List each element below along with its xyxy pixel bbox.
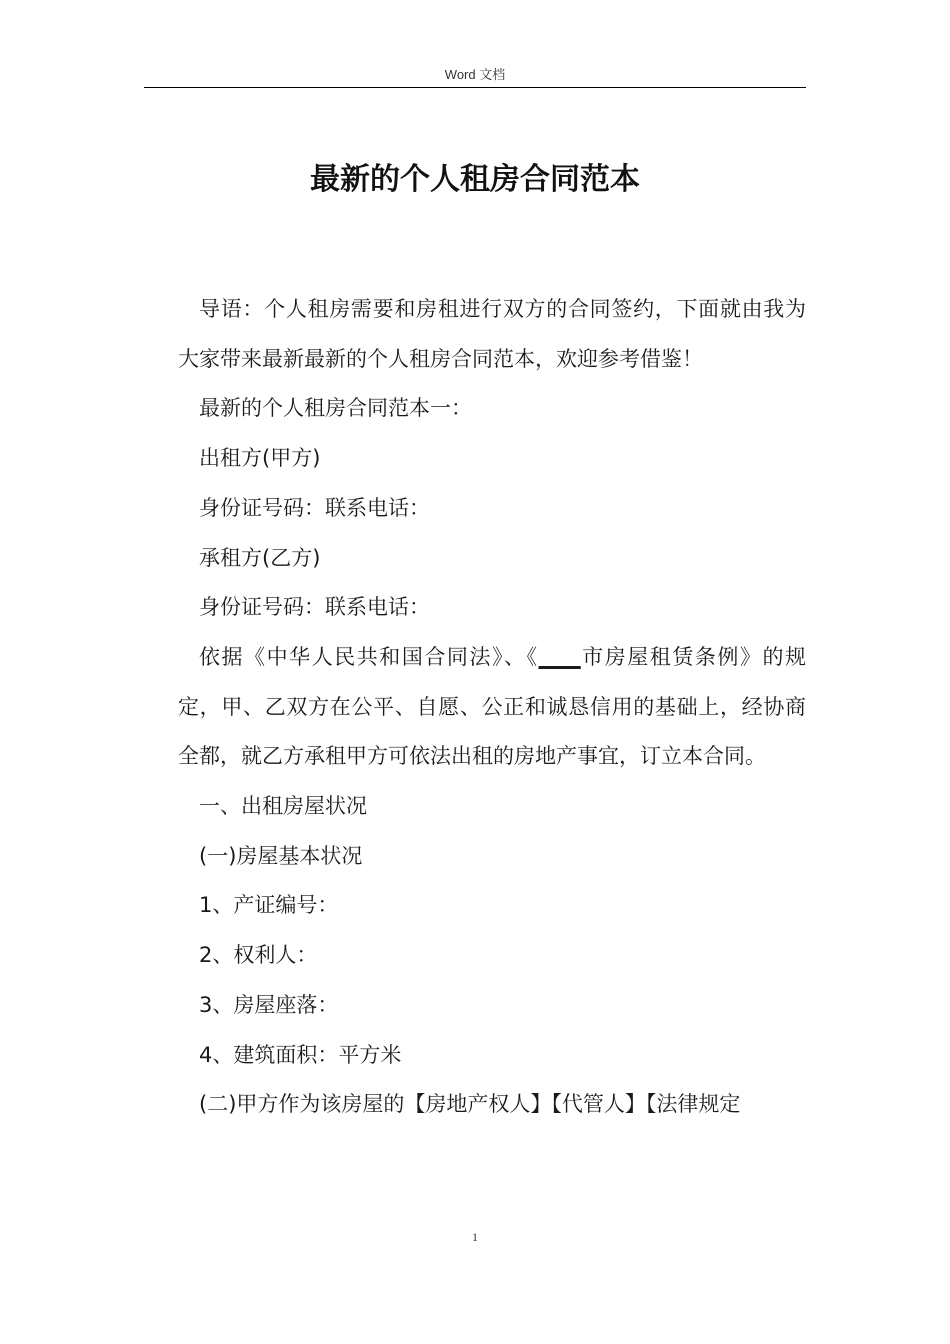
list-item: 1、产证编号： bbox=[199, 893, 339, 918]
list-item: 4、建筑面积：平方米 bbox=[199, 1042, 402, 1067]
subsection-two-text: (二)甲方作为该房屋的【房地产权人】【代管人】【法律规定 bbox=[199, 1092, 741, 1117]
legal-basis-text-after: 市房屋租赁条例》的规定，甲、乙双方在公平、自愿、公正和诚恳信用的基础上，经协商全都，就乙方承租甲方可依法出租的房地产事宜，订立本合同。 bbox=[178, 644, 807, 769]
lessee-label: 承租方(乙方) bbox=[199, 545, 321, 570]
lessee-id-contact: 身份证号码：联系电话： bbox=[199, 595, 430, 620]
document-body bbox=[178, 285, 806, 1130]
legal-basis-text-before: 依据《中华人民共和国合同法》、《 bbox=[199, 644, 539, 669]
list-item: 3、房屋座落： bbox=[199, 992, 339, 1017]
legal-basis-paragraph bbox=[178, 633, 806, 782]
document-title: 最新的个人租房合同范本 bbox=[310, 162, 640, 197]
city-blank: ____ bbox=[538, 644, 581, 669]
lessor-id-contact: 身份证号码：联系电话： bbox=[199, 495, 430, 520]
lessor-label: 出租方(甲方) bbox=[199, 446, 321, 471]
intro-paragraph: 导语：个人租房需要和房租进行双方的合同签约，下面就由我为大家带来最新最新的个人租房合同范本，欢迎参考借鉴！ bbox=[178, 297, 806, 371]
header-divider bbox=[144, 87, 806, 88]
subsection-heading: (一)房屋基本状况 bbox=[199, 843, 363, 868]
section-one-heading: 一、出租房屋状况 bbox=[199, 794, 367, 819]
page-number: 1 bbox=[472, 1230, 478, 1244]
list-item: 2、权利人： bbox=[199, 943, 318, 968]
page-header: Word 文档 bbox=[444, 67, 506, 82]
template-heading: 最新的个人租房合同范本一： bbox=[199, 396, 472, 421]
